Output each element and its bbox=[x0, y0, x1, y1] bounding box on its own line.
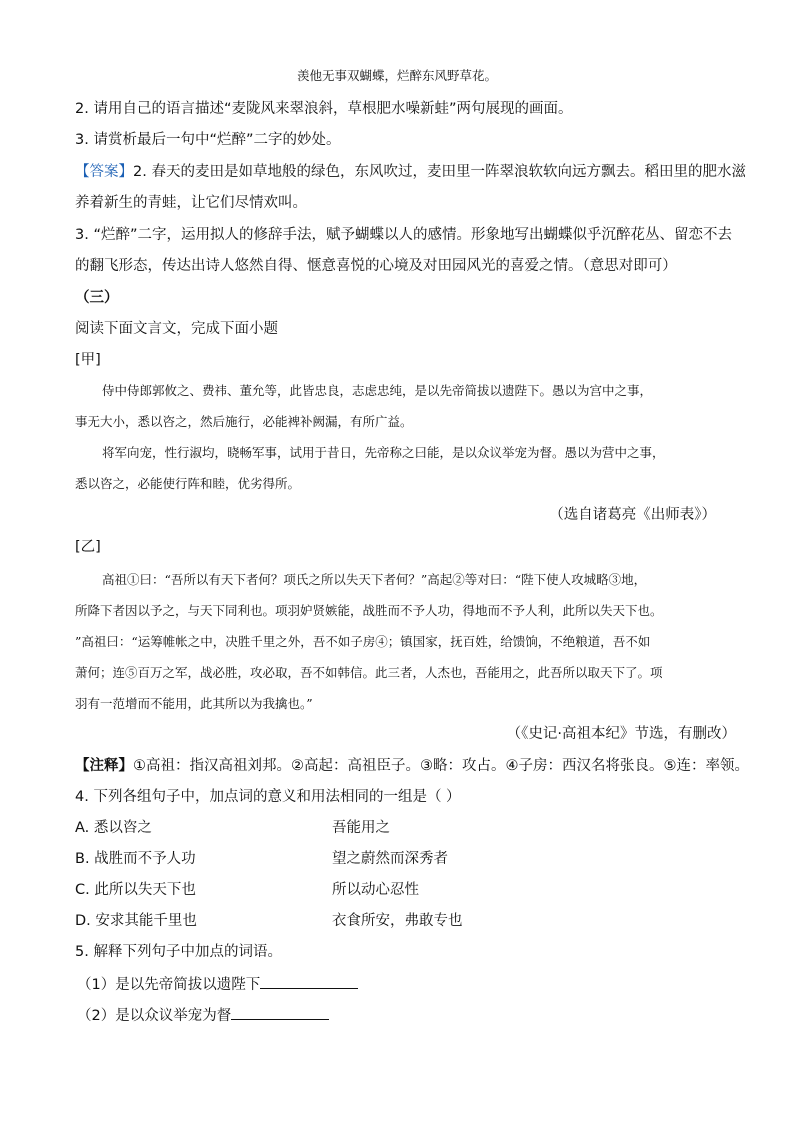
question-2: 2. 请用自己的语言描述“麦陇风来翠浪斜，草根肥水噪新蛙”两句展现的画面。 bbox=[75, 101, 573, 117]
q4-option-d-right: 衣食所安，弗敢专也 bbox=[332, 913, 463, 929]
q4-option-c-left: C. 此所以失天下也 bbox=[75, 882, 196, 898]
answer-a2-text: 2. 春天的麦田是如草地般的绿色，东风吹过，麦田里一阵翠浪软软向远方飘去。稻田里的肥水滋 bbox=[133, 164, 746, 180]
section-title: （三） bbox=[75, 290, 119, 306]
poem-line: 羡他无事双蝴蝶，烂醉东风野草花。 bbox=[296, 68, 497, 83]
annotation-tag: 【注释】 bbox=[75, 758, 133, 774]
passage-jia-p1-line1: 侍中侍郎郭攸之、费祎、董允等，此皆忠良，志虑忠纯，是以先帝简拔以遗陛下。愚以为宫中之事， bbox=[102, 383, 653, 398]
passage-yi-label: [乙] bbox=[75, 539, 101, 555]
passage-yi-line4: 萧何；连⑤百万之军，战必胜，攻必取，吾不如韩信。此三者，人杰也，吾能用之，此吾所以取天下了。项 bbox=[75, 665, 663, 680]
answer-a3-line2: 的翻飞形态，传达出诗人悠然自得、惬意喜悦的心境及对田园风光的喜爱之情。（意思对即可） bbox=[75, 258, 677, 274]
passage-yi-line2: 所降下者因以予之，与天下同利也。项羽妒贤嫉能，战胜而不予人功，得地而不予人利，此所以失天下也。 bbox=[75, 603, 663, 618]
passage-yi-line1: 高祖①曰：“吾所以有天下者何？项氏之所以失天下者何？”高起②等对曰：“陛下使人攻城略③地， bbox=[102, 572, 647, 587]
q5-item-1 bbox=[77, 974, 734, 995]
q4-option-c-right: 所以动心忍性 bbox=[332, 882, 419, 898]
q4-option-b-right: 望之蔚然而深秀者 bbox=[332, 851, 448, 867]
passage-yi-source: （《史记·高祖本纪》节选，有删改） bbox=[506, 726, 736, 742]
passage-jia-label: [甲] bbox=[75, 352, 101, 368]
passage-jia-source: （选自诸葛亮《出师表》） bbox=[549, 507, 716, 523]
q4-option-d-left: D. 安求其能千里也 bbox=[75, 913, 197, 929]
q4-option-c bbox=[75, 880, 734, 900]
question-3: 3. 请赏析最后一句中“烂醉”二字的妙处。 bbox=[75, 132, 341, 148]
question-5-stem: 5. 解释下列句子中加点的词语。 bbox=[75, 944, 282, 960]
passage-yi-line3: ”高祖曰：“运筹帷帐之中，决胜千里之外，吾不如子房④；镇国家，抚百姓，给馈饷，不绝粮道，吾不如 bbox=[75, 634, 651, 649]
q4-option-a-right: 吾能用之 bbox=[332, 820, 390, 836]
passage-jia-p2-line1: 将军向宠，性行淑均，晓畅军事，试用于昔日，先帝称之曰能，是以众议举宠为督。愚以为营中之事， bbox=[102, 445, 665, 460]
q4-option-a bbox=[75, 818, 734, 838]
answer-tag: 【答案】 bbox=[75, 164, 133, 180]
passage-yi-line5: 羽有一范增而不能用，此其所以为我擒也。” bbox=[75, 696, 313, 711]
q4-option-b-left: B. 战胜而不予人功 bbox=[75, 851, 196, 867]
q4-option-a-left: A. 悉以咨之 bbox=[75, 820, 152, 836]
answer-a2-line1 bbox=[75, 162, 746, 182]
q4-option-b bbox=[75, 849, 734, 869]
q5-item-2-text: （2）是以众议举宠为督 bbox=[77, 1008, 232, 1024]
answer-a3-line1: 3. “烂醉”二字，运用拟人的修辞手法，赋予蝴蝶以人的感情。形象地写出蝴蝶似乎沉醉花丛、留恋不去 bbox=[75, 227, 732, 243]
q5-item-1-text: （1）是以先帝简拔以遗陛下 bbox=[77, 977, 261, 993]
question-4-stem: 4. 下列各组句子中，加点词的意义和用法相同的一组是（ ） bbox=[75, 789, 461, 805]
reading-instruction: 阅读下面文言文，完成下面小题 bbox=[75, 321, 278, 337]
answer-a2-line2: 养着新生的青蛙，让它们尽情欢叫。 bbox=[75, 195, 307, 211]
q4-option-d bbox=[75, 911, 734, 931]
passage-jia-p1-line2: 事无大小，悉以咨之，然后施行，必能裨补阙漏，有所广益。 bbox=[75, 414, 413, 429]
annotation-text: ①高祖：指汉高祖刘邦。②高起：高祖臣子。③略：攻占。④子房：西汉名将张良。⑤连：率领。 bbox=[133, 758, 749, 774]
q5-item-1-answer-blank[interactable] bbox=[260, 974, 358, 989]
q5-item-2-answer-blank[interactable] bbox=[231, 1005, 329, 1020]
passage-jia-p2-line2: 悉以咨之，必能使行阵和睦，优劣得所。 bbox=[75, 476, 301, 491]
q5-item-2 bbox=[77, 1005, 734, 1026]
annotation-line bbox=[75, 756, 749, 776]
